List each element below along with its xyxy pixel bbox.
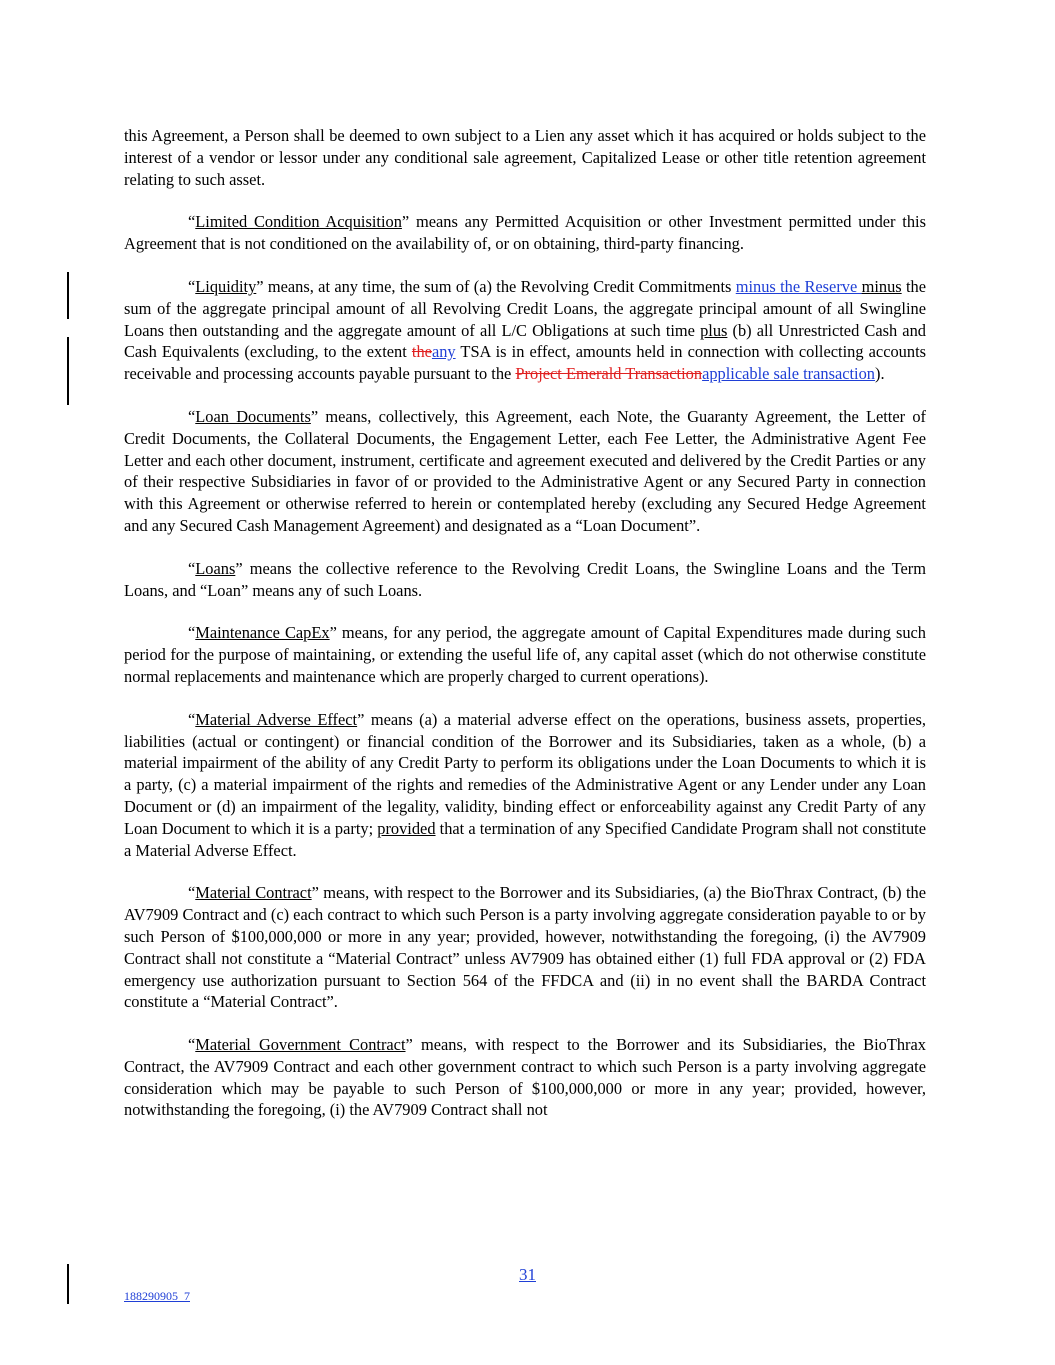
inserted-text: applicable sale transaction xyxy=(702,364,875,384)
page-number: 31 xyxy=(519,1265,536,1284)
defined-term: Loans xyxy=(195,558,236,578)
deleted-text: Project Emerald Transaction xyxy=(515,364,703,384)
definition-material-contract: “Material Contract” means, with respect to the Borrower and its Subsidiaries, (a) the BioThrax Contract, (b) the AV7909 Contract and (c) each contract to which such Person is a party involving aggregate consideration payable to or by such Person of $100,000,000 or more in any year; provided, however, notwithstanding the foregoing, (i) the AV7909 Contract shall not constitute a “Material Contract” unless AV7909 has obtained either (1) full FDA approval or (2) FDA emergency use authorization pursuant to Section 564 of the FFDCA and (ii) in no event shall the BARDA Contract constitute a “Material Contract”. xyxy=(124,883,926,1012)
definition-loans: “Loans” means the collective reference to the Revolving Credit Loans, the Swingline Loans and the Term Loans, and “Loan” means any of such Loans. xyxy=(124,558,926,600)
definition-liquidity: “Liquidity” means, at any time, the sum of (a) the Revolving Credit Commitments minus the Reserve minus the sum of the aggregate principal amount of all Revolving Credit Loans, the aggregate principal amount of all Swingline Loans then outstanding and the aggregate amount of all L/C Obligations at such time plus (b) all Unrestricted Cash and Cash Equivalents (excluding, to the extent theany TSA is in effect, amounts held in connection with collecting accounts receivable and processing accounts payable pursuant to the Project Emerald Transactionapplicable sale transaction). xyxy=(124,276,926,384)
deleted-text: the xyxy=(411,342,432,362)
inserted-text: minus the Reserve xyxy=(735,276,862,296)
defined-term: Loan Documents xyxy=(195,406,311,426)
underlined-plus: plus xyxy=(700,320,728,340)
underlined-minus: minus xyxy=(861,276,902,296)
paragraph-continuation: this Agreement, a Person shall be deemed to own subject to a Lien any asset which it has acquired or holds subject to the interest of a vendor or lessor under any conditional sale agreement, Capitalized Lease or other title retention agreement relating to such asset. xyxy=(124,126,926,189)
defined-term: Material Contract xyxy=(195,883,312,903)
document-page xyxy=(124,125,926,1142)
change-bar-liquidity-2 xyxy=(67,337,69,405)
definition-limited-condition-acquisition: “Limited Condition Acquisition” means any Permitted Acquisition or other Investment permitted under this Agreement that is not conditioned on the availability of, or on obtaining, third-party financing. xyxy=(124,212,926,254)
inserted-text: any xyxy=(431,342,456,362)
underlined-provided: provided xyxy=(377,818,436,838)
definition-maintenance-capex: “Maintenance CapEx” means, for any period, the aggregate amount of Capital Expenditures made during such period for the purpose of maintaining, or extending the useful life of, any capital asset (which do not otherwise constitute normal replacements and maintenance which are properly charged to current operations). xyxy=(124,623,926,686)
definition-loan-documents: “Loan Documents” means, collectively, this Agreement, each Note, the Guaranty Agreement, the Letter of Credit Documents, the Collateral Documents, the Engagement Letter, each Fee Letter, the Administrative Agent Fee Letter and each other document, instrument, certificate and agreement executed and delivered by the Credit Parties or any of their respective Subsidiaries in favor of or provided to the Administrative Agent or any Secured Party in connection with this Agreement or otherwise referred to herein or contemplated hereby (excluding any Secured Hedge Agreement and any Secured Cash Management Agreement) and designated as a “Loan Document”. xyxy=(124,406,926,535)
defined-term: Limited Condition Acquisition xyxy=(195,212,402,232)
document-id: 188290905_7 xyxy=(124,1289,190,1303)
defined-term: Maintenance CapEx xyxy=(195,623,330,643)
defined-term: Material Adverse Effect xyxy=(195,709,358,729)
defined-term: Material Government Contract xyxy=(195,1035,406,1055)
defined-term: Liquidity xyxy=(195,276,257,296)
definition-material-adverse-effect: “Material Adverse Effect” means (a) a material adverse effect on the operations, business assets, properties, liabilities (actual or contingent) or financial condition of the Borrower and its Subsidiaries, taken as a whole, (b) a material impairment of the ability of any Credit Party to perform its obligations under the Loan Documents to which it is a party, (c) a material impairment of the rights and remedies of the Administrative Agent or any Lender under any Loan Document or (d) an impairment of the legality, validity, binding effect or enforceability against any Credit Party of any Loan Document to which it is a party; provided that a termination of any Specified Candidate Program shall not constitute a Material Adverse Effect. xyxy=(124,709,926,860)
definition-material-government-contract: “Material Government Contract” means, with respect to the Borrower and its Subsidiaries, the BioThrax Contract, the AV7909 Contract and each other government contract to which such Person is a party involving aggregate consideration which may be payable to such Person of $100,000,000 or more in any year; provided, however, notwithstanding the foregoing, (i) the AV7909 Contract shall not xyxy=(124,1035,926,1120)
change-bar-liquidity-1 xyxy=(67,272,69,319)
